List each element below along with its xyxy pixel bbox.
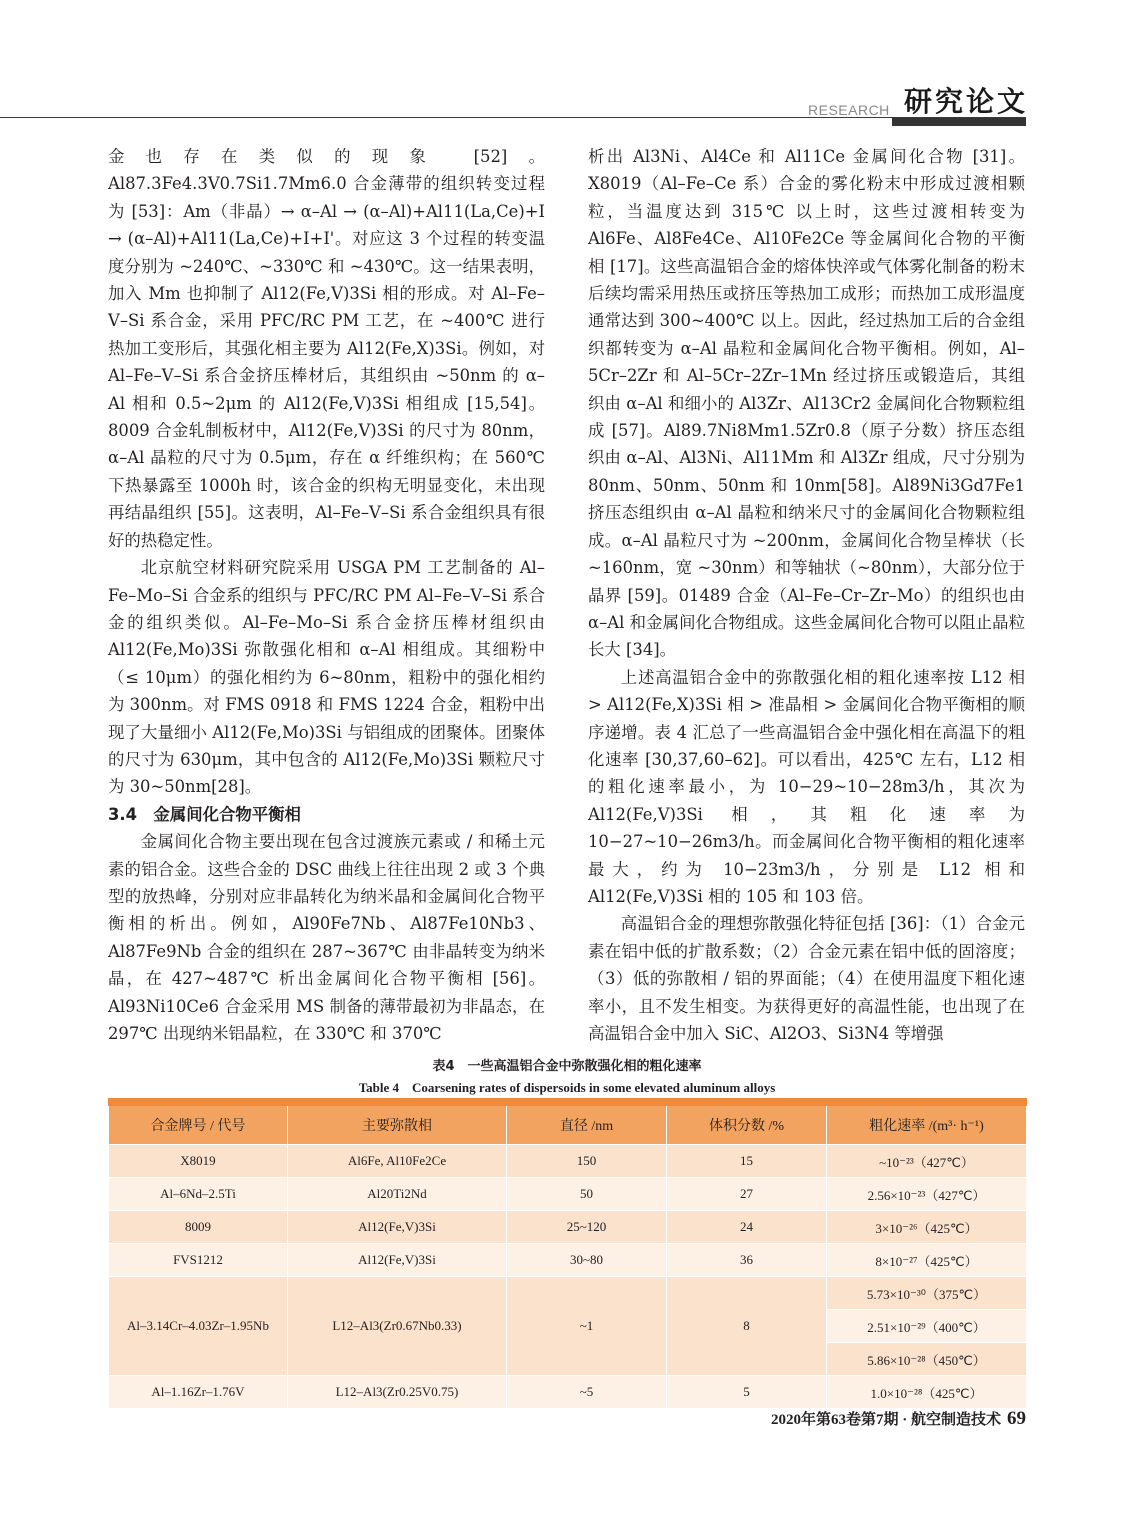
- table-cell: 8009: [109, 1211, 288, 1244]
- table-cell: 8×10⁻²⁷（425℃）: [827, 1244, 1027, 1277]
- table-cell: Al12(Fe,V)3Si: [288, 1244, 507, 1277]
- table-cell: Al20Ti2Nd: [288, 1178, 507, 1211]
- table-cell: 1.0×10⁻²⁸（425℃）: [827, 1376, 1027, 1409]
- table-cell: X8019: [109, 1145, 288, 1178]
- table-cell: ~10⁻²³（427℃）: [827, 1145, 1027, 1178]
- table-row: [109, 1244, 1027, 1277]
- column-header: 直径 /nm: [507, 1102, 667, 1145]
- table-row: [109, 1376, 1027, 1409]
- left-column: [108, 143, 545, 1047]
- table-cell: 27: [667, 1178, 827, 1211]
- table-row: [109, 1145, 1027, 1178]
- table-cell: 2.51×10⁻²⁹（400℃）: [827, 1310, 1027, 1343]
- table-cell: ~5: [507, 1376, 667, 1409]
- table-caption-en: Table 4 Coarsening rates of dispersoids in some elevated aluminum alloys: [358, 1080, 776, 1095]
- coarsening-rate-table: [108, 1098, 1027, 1409]
- section-title: 研究论文: [904, 85, 1029, 118]
- table-cell: 25~120: [507, 1211, 667, 1244]
- table-cell: 150: [507, 1145, 667, 1178]
- table-header-row: [109, 1102, 1027, 1145]
- paragraph: 高温铝合金的理想弥散强化特征包括 [36]：（1）合金元素在铝中低的扩散系数；（2）合金元素在铝中低的固溶度；（3）低的弥散相 / 铝的界面能；（4）在使用温度下粗化速率小，且不发生相变。为获得更好的高温性能，也出现了在高温铝合金中加入 SiC、Al2O3、Si3N4 等增强: [588, 914, 1025, 1043]
- table-cell: 2.56×10⁻²³（427℃）: [827, 1178, 1027, 1211]
- column-header: 主要弥散相: [288, 1102, 507, 1145]
- right-column: [588, 143, 1025, 1047]
- table-caption-zh: 表4 一些高温铝合金中弥散强化相的粗化速率: [432, 1059, 702, 1074]
- table-cell: 3×10⁻²⁶（425℃）: [827, 1211, 1027, 1244]
- table-cell: L12–Al3(Zr0.67Nb0.33): [288, 1277, 507, 1376]
- page-number: 69: [1007, 1408, 1026, 1429]
- column-header: 合金牌号 / 代号: [109, 1102, 288, 1145]
- table-cell: 5.73×10⁻³⁰（375℃）: [827, 1277, 1027, 1310]
- table-cell: Al–3.14Cr–4.03Zr–1.95Nb: [109, 1277, 288, 1376]
- paragraph: 上述高温铝合金中的弥散强化相的粗化速率按 L12 相 > Al12(Fe,X)3Si 相 > 准晶相 > 金属间化合物平衡相的顺序递增。表 4 汇总了一些高温铝合金中强化相在高温下的粗化速率 [30,37,60–62]。可以看出，425℃ 左右，L12 相的粗化速率最小，为 10−29~10−28m3/h，其次为 Al12(Fe,V)3Si 相，其粗化速率为 10−27~10−26m3/h。而金属间化合物平衡相的粗化速率最大，约为 10−23m3/h，分别是 L12 相和 Al12(Fe,V)3Si 相的 105 和 103 倍。: [588, 667, 1025, 906]
- column-header: 粗化速率 /(m³· h⁻¹): [827, 1102, 1027, 1145]
- page-footer: [771, 1408, 1026, 1430]
- column-header: 体积分数 /%: [667, 1102, 827, 1145]
- table-cell: 5: [667, 1376, 827, 1409]
- table-row: [109, 1211, 1027, 1244]
- table-cell: L12–Al3(Zr0.25V0.75): [288, 1376, 507, 1409]
- table-cell: 36: [667, 1244, 827, 1277]
- table-cell: 30~80: [507, 1244, 667, 1277]
- table-cell: Al–6Nd–2.5Ti: [109, 1178, 288, 1211]
- table-cell: 15: [667, 1145, 827, 1178]
- table-cell: 50: [507, 1178, 667, 1211]
- table-cell: Al–1.16Zr–1.76V: [109, 1376, 288, 1409]
- table-cell: Al12(Fe,V)3Si: [288, 1211, 507, 1244]
- paragraph: 析出 Al3Ni、Al4Ce 和 Al11Ce 金属间化合物 [31]。X8019（Al–Fe–Ce 系）合金的雾化粉末中形成过渡相颗粒，当温度达到 315℃ 以上时，这些过渡相转变为 Al6Fe、Al8Fe4Ce、Al10Fe2Ce 等金属间化合物的平衡相 [17]。这些高温铝合金的熔体快淬或气体雾化制备的粉末后续均需采用热压或挤压等热加工成形；而热加工成形温度通常达到 300~400℃ 以上。因此，经过热加工后的合金组织都转变为 α–Al 晶粒和金属间化合物平衡相。例如，Al–5Cr–2Zr 和 Al–5Cr–2Zr–1Mn 经过挤压或锻造后，其组织由 α–Al 和细小的 Al3Zr、Al13Cr2 金属间化合物颗粒组成 [57]。Al89.7Ni8Mm1.5Zr0.8（原子分数）挤压态组织由 α–Al、Al3Ni、Al11Mm 和 Al3Zr 组成，尺寸分别为 80nm、50nm、50nm 和 10nm[58]。Al89Ni3Gd7Fe1 挤压态组织由 α–Al 晶粒和纳米尺寸的金属间化合物颗粒组成。α–Al 晶粒尺寸为 ~200nm，金属间化合物呈棒状（长 ~160nm，宽 ~30nm）和等轴状（~80nm），大部分位于晶界 [59]。01489 合金（Al–Fe–Cr–Zr–Mo）的组织也由 α–Al 和金属间化合物组成。这些金属间化合物可以阻止晶粒长大 [34]。: [588, 147, 1025, 660]
- section-heading: 3.4 金属间化合物平衡相: [108, 804, 301, 824]
- journal-issue: 2020年第63卷第7期 · 航空制造技术: [770, 1412, 1001, 1428]
- table-cell: 5.86×10⁻²⁸（450℃）: [827, 1343, 1027, 1376]
- table-cell: FVS1212: [109, 1244, 288, 1277]
- table-row: [109, 1178, 1027, 1211]
- table-cell: Al6Fe, Al10Fe2Ce: [288, 1145, 507, 1178]
- table-cell: 24: [667, 1211, 827, 1244]
- paragraph: 金也存在类似的现象 [52]。Al87.3Fe4.3V0.7Si1.7Mm6.0 合金薄带的组织转变过程为 [53]：Am（非晶）→ α–Al → (α–Al)+Al11(La,Ce)+I → (α–Al)+Al11(La,Ce)+I+I'。对应这 3 个过程的转变温度分别为 ~240℃、~330℃ 和 ~430℃。这一结果表明，加入 Mm 也抑制了 Al12(Fe,V)3Si 相的形成。对 Al–Fe–V–Si 系合金，采用 PFC/RC PM 工艺，在 ~400℃ 进行热加工变形后，其强化相主要为 Al12(Fe,X)3Si。例如，对 Al–Fe–V–Si 系合金挤压棒材后，其组织由 ~50nm 的 α–Al 相和 0.5~2μm 的 Al12(Fe,V)3Si 相组成 [15,54]。8009 合金轧制板材中，Al12(Fe,V)3Si 的尺寸为 80nm，α–Al 晶粒的尺寸为 0.5μm，存在 α 纤维织构；在 560℃ 下热暴露至 1000h 时，该合金的织构无明显变化，未出现再结晶组织 [55]。这表明，Al–Fe–V–Si 系合金组织具有很好的热稳定性。: [108, 147, 545, 550]
- research-label: RESEARCH: [808, 102, 890, 118]
- paragraph: 北京航空材料研究院采用 USGA PM 工艺制备的 Al–Fe–Mo–Si 合金系的组织与 PFC/RC PM Al–Fe–V–Si 系合金的组织类似。Al–Fe–Mo–Si 系合金挤压棒材组织由 Al12(Fe,Mo)3Si 弥散强化相和 α–Al 相组成。其细粉中（≤ 10μm）的强化相约为 6~80nm，粗粉中的强化相约为 300nm。对 FMS 0918 和 FMS 1224 合金，粗粉中出现了大量细小 Al12(Fe,Mo)3Si 与铝组成的团聚体。团聚体的尺寸为 630μm，其中包含的 Al12(Fe,Mo)3Si 颗粒尺寸为 30~50nm[28]。: [108, 558, 545, 797]
- table-cell: 8: [667, 1277, 827, 1376]
- table-cell: ~1: [507, 1277, 667, 1376]
- paragraph: 金属间化合物主要出现在包含过渡族元素或 / 和稀土元素的铝合金。这些合金的 DSC 曲线上往往出现 2 或 3 个典型的放热峰，分别对应非晶转化为纳米晶和金属间化合物平衡相的析出。例如，Al90Fe7Nb、Al87Fe10Nb3、Al87Fe9Nb 合金的组织在 287~367℃ 由非晶转变为纳米晶，在 427~487℃ 析出金属间化合物平衡相 [56]。Al93Ni10Ce6 合金采用 MS 制备的薄带最初为非晶态，在 297℃ 出现纳米铝晶粒，在 330℃ 和 370℃: [108, 832, 545, 1043]
- table-row: [109, 1277, 1027, 1310]
